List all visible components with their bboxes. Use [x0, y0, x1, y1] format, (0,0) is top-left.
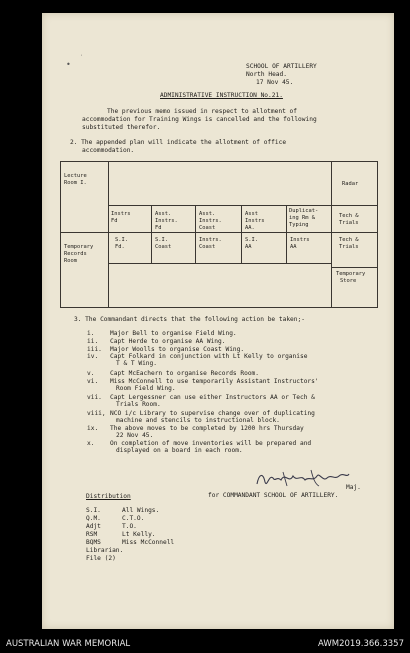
action-text: Capt Herde to organise AA Wing. [110, 338, 226, 345]
distribution-item: Adjt [86, 523, 101, 530]
room-asst-instrs-fd-3: Fd [155, 225, 162, 231]
temp-store-2: Store [340, 278, 357, 284]
document-date: 17 Nov 45. [256, 79, 294, 86]
document-title: ADMINISTRATIVE INSTRUCTION No.21. [160, 92, 283, 99]
action-num: vi. [87, 378, 99, 385]
room-asst-instrs-fd: Asst. [155, 211, 172, 217]
action-text-cont: displayed on a board in each room. [116, 447, 243, 454]
action-num: v. [87, 370, 95, 377]
room-si-coast: S.I. [155, 237, 168, 243]
footer-source: AUSTRALIAN WAR MEMORIAL [6, 639, 131, 649]
room-si-aa-2: AA [245, 244, 252, 250]
room-duplicating-2: ing Rm & [289, 215, 315, 221]
punch-mark-2: · [80, 53, 84, 59]
action-num: x. [87, 440, 95, 447]
room-tech-trials: Tech & [339, 213, 359, 219]
temp-records-room: Temporary [64, 244, 94, 250]
room-instrs-coast-2: Coast [199, 244, 216, 250]
room-si-fd: S.I. [115, 237, 128, 243]
action-text-cont: 22 Nov 45. [116, 432, 154, 439]
action-text-cont: Room Field Wing. [116, 385, 176, 392]
room-asst-instrs-fd-2: Instrs. [155, 218, 178, 224]
action-num: iii. [87, 346, 102, 353]
room-asst-instrs-aa-2: Instrs [245, 218, 265, 224]
distribution-item: Miss McConnell [122, 539, 175, 546]
room-duplicating-3: Typing [289, 222, 309, 228]
room-si-coast-2: Coast [155, 244, 172, 250]
distribution-item: Librarian. [86, 547, 124, 554]
distribution-item: S.I. [86, 507, 101, 514]
punch-mark: • [66, 60, 71, 69]
action-num: ix. [87, 425, 99, 432]
para2-line-1: 2. The appended plan will indicate the allotment of office [70, 139, 287, 146]
action-text: Capt Lergessner can use either Instructors AA or Tech & [110, 394, 315, 401]
action-text: Major Bell to organise Field Wing. [110, 330, 237, 337]
room-asst-instrs-coast-3: Coast [199, 225, 216, 231]
action-text: Capt McEachern to organise Records Room. [110, 370, 260, 377]
distribution-item: BQMS [86, 539, 101, 546]
room-asst-instrs-coast: Asst. [199, 211, 216, 217]
action-text-cont: machine and stencils to instructional block. [116, 417, 280, 424]
para2-line-2: accommodation. [82, 147, 135, 154]
distribution-item: T.O. [122, 523, 137, 530]
temp-records-room-2: Records [64, 251, 87, 257]
room-asst-instrs-coast-2: Instrs. [199, 218, 222, 224]
room-instrs-fd-2: Fd [111, 218, 118, 224]
room-si-fd-2: Fd. [115, 244, 125, 250]
place-name: North Head. [246, 71, 287, 78]
room-instrs-aa: Instrs [290, 237, 310, 243]
intro-line-1: The previous memo issued in respect to allotment of [107, 108, 297, 115]
action-num: iv. [87, 353, 99, 360]
signature-for-line: for COMMANDANT SCHOOL OF ARTILLERY. [208, 492, 339, 499]
room-tech-trials-lower-2: Trials [339, 244, 359, 250]
action-text: Major Woolls to organise Coast Wing. [110, 346, 245, 353]
action-text: Miss McConnell to use temporarily Assistant Instructors' [110, 378, 319, 385]
distribution-item: RSM [86, 531, 98, 538]
action-text: On completion of move inventories will be prepared and [110, 440, 312, 447]
room-tech-trials-2: Trials [339, 220, 359, 226]
temp-store: Temporary [336, 271, 366, 277]
room-si-aa: S.I. [245, 237, 258, 243]
distribution-heading: Distribution [86, 493, 131, 500]
distribution-item: C.T.O. [122, 515, 145, 522]
unit-name: SCHOOL OF ARTILLERY [246, 63, 317, 70]
action-text: Capt Folkard in conjunction with Lt Kelly to organise [110, 353, 308, 360]
handwritten-signature [253, 464, 353, 492]
room-instrs-fd: Instrs [111, 211, 131, 217]
action-num: ii. [87, 338, 99, 345]
footer-accession: AWM2019.366.3357 [318, 639, 404, 649]
action-text-cont: Trials Room. [116, 401, 161, 408]
para3-heading: 3. The Commandant directs that the following action be taken;- [74, 316, 305, 323]
action-text: The above moves to be completed by 1200 hrs Thursday [110, 425, 304, 432]
signature-rank: Maj. [346, 484, 361, 491]
room-asst-instrs-aa-3: AA. [245, 225, 255, 231]
temp-records-room-3: Room [64, 258, 77, 264]
action-num: vii. [87, 394, 102, 401]
room-asst-instrs-aa: Asst [245, 211, 258, 217]
distribution-item: Lt Kelly. [122, 531, 156, 538]
action-num: i. [87, 330, 95, 337]
radar-label: Radar [342, 181, 359, 187]
action-text-cont: T & T Wing. [116, 360, 157, 367]
room-instrs-aa-2: AA [290, 244, 297, 250]
lecture-room-label-2: Room I. [64, 180, 87, 186]
lecture-room-label: Lecture [64, 173, 87, 179]
distribution-item: File (2) [86, 555, 116, 562]
room-tech-trials-lower: Tech & [339, 237, 359, 243]
distribution-item: Q.M. [86, 515, 101, 522]
intro-line-2: accommodation for Training Wings is cancelled and the following [82, 116, 317, 123]
intro-line-3: substituted therefor. [82, 124, 161, 131]
room-instrs-coast: Instrs. [199, 237, 222, 243]
distribution-item: All Wings. [122, 507, 160, 514]
action-text: NCO i/c Library to supervise change over of duplicating [110, 410, 315, 417]
room-duplicating: Duplicat- [289, 208, 319, 214]
action-num: viii, [87, 410, 106, 417]
